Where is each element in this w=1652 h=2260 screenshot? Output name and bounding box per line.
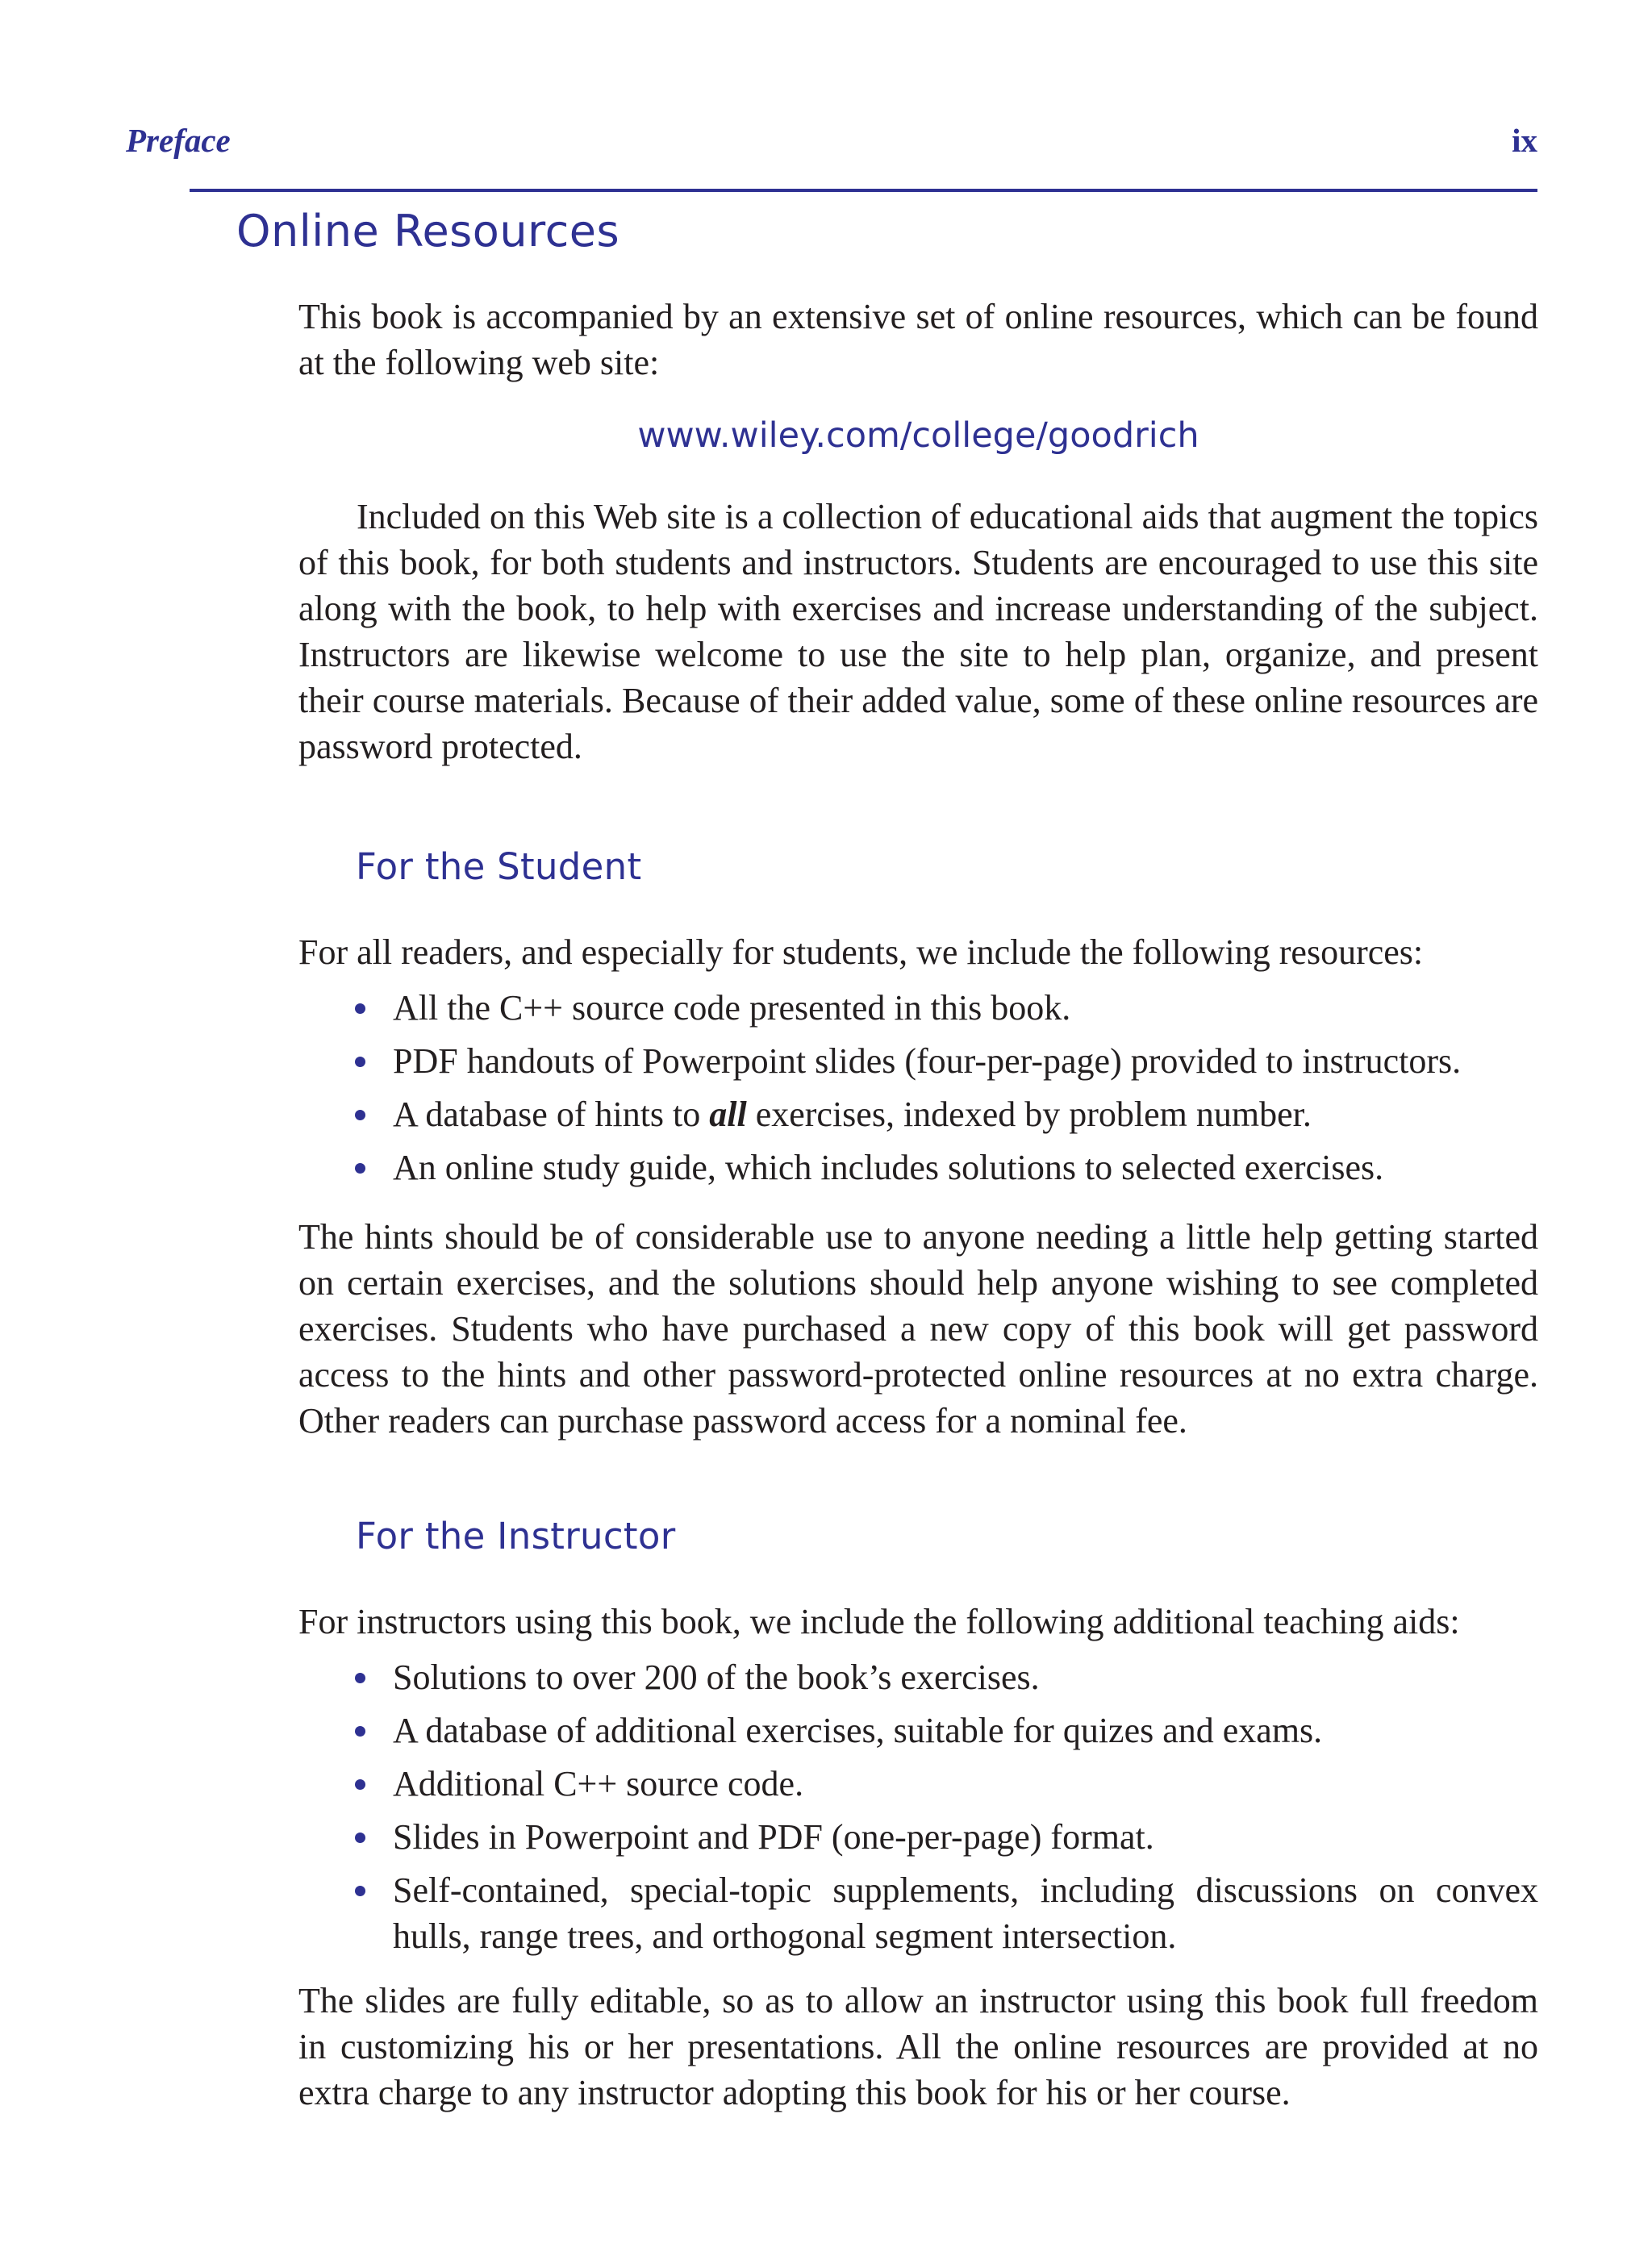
list-item-text: Slides in Powerpoint and PDF (one-per-page) format.: [393, 1817, 1154, 1857]
list-item-text: All the C++ source code presented in this book.: [393, 988, 1071, 1028]
student-resource-list: [355, 985, 1538, 1198]
list-item-text: PDF handouts of Powerpoint slides (four-per-page) provided to instructors.: [393, 1041, 1462, 1081]
list-item: [355, 1091, 1538, 1137]
student-heading: For the Student: [356, 845, 642, 888]
list-item-text-before: A database of hints to: [393, 1095, 710, 1134]
list-item: [355, 1654, 1538, 1700]
page-number: ix: [1512, 122, 1537, 159]
list-item-text-after: exercises, indexed by problem number.: [746, 1095, 1312, 1134]
list-item-emphasis: all: [709, 1095, 747, 1134]
list-item: [355, 1867, 1538, 1959]
student-closing-paragraph: The hints should be of considerable use to anyone needing a little help getting started on certain exercises, and the solutions should help anyone wishing to see completed exercises. Students who have purchased a new copy of this book will get password access to the hints and other password-protected online resources at no extra charge. Other readers can purchase password access for a nominal fee.: [298, 1217, 1538, 1441]
bullet-icon: [355, 1163, 365, 1174]
list-item-text: An online study guide, which includes solutions to selected exercises.: [393, 1148, 1384, 1187]
bullet-icon: [355, 1673, 365, 1683]
bullet-icon: [355, 1110, 365, 1120]
header-rule: [190, 189, 1537, 192]
list-item: [355, 1038, 1538, 1084]
instructor-closing-paragraph: The slides are fully editable, so as to allow an instructor using this book full freedom in customizing his or her presentations. All the online resources are provided at no extra charge to any instructor adopting this book for his or her course.: [298, 1981, 1538, 2112]
list-item: [355, 1145, 1538, 1190]
instructor-heading: For the Instructor: [356, 1515, 676, 1557]
list-item-text: Solutions to over 200 of the book’s exercises.: [393, 1657, 1040, 1697]
list-item: [355, 1708, 1538, 1753]
instructor-resource-list: [355, 1654, 1538, 1966]
list-item-text: Additional C++ source code.: [393, 1764, 804, 1803]
list-item: [355, 985, 1538, 1031]
running-header: [126, 121, 1537, 161]
list-item-text: A database of additional exercises, suitable for quizes and exams.: [393, 1711, 1323, 1750]
section-title: Online Resources: [236, 206, 620, 256]
student-lead-paragraph: For all readers, and especially for students, we include the following resources:: [298, 932, 1424, 972]
instructor-lead-paragraph: For instructors using this book, we include the following additional teaching aids:: [298, 1602, 1460, 1641]
bullet-icon: [355, 1886, 365, 1896]
bullet-icon: [355, 1003, 365, 1014]
bullet-icon: [355, 1726, 365, 1737]
bullet-icon: [355, 1833, 365, 1843]
list-item: [355, 1814, 1538, 1860]
intro-paragraph: This book is accompanied by an extensive set of online resources, which can be found at the following web site:: [298, 297, 1538, 382]
description-paragraph: Included on this Web site is a collection of educational aids that augment the topics of this book, for both students and instructors. Students are encouraged to use this site along with the book, to help with exercises and increase understanding of the subject. Instructors are likewise welcome to use the site to help plan, organize, and present their course materials. Because of their added value, some of these online resources are password protected.: [298, 497, 1538, 766]
bullet-icon: [355, 1779, 365, 1790]
list-item: [355, 1761, 1538, 1807]
resource-url-link[interactable]: www.wiley.com/college/goodrich: [637, 415, 1199, 456]
list-item-text: Self-contained, special-topic supplements, including discussions on convex hulls, range trees, and orthogonal segment intersection.: [393, 1870, 1538, 1956]
bullet-icon: [355, 1057, 365, 1067]
running-title: Preface: [126, 122, 231, 159]
